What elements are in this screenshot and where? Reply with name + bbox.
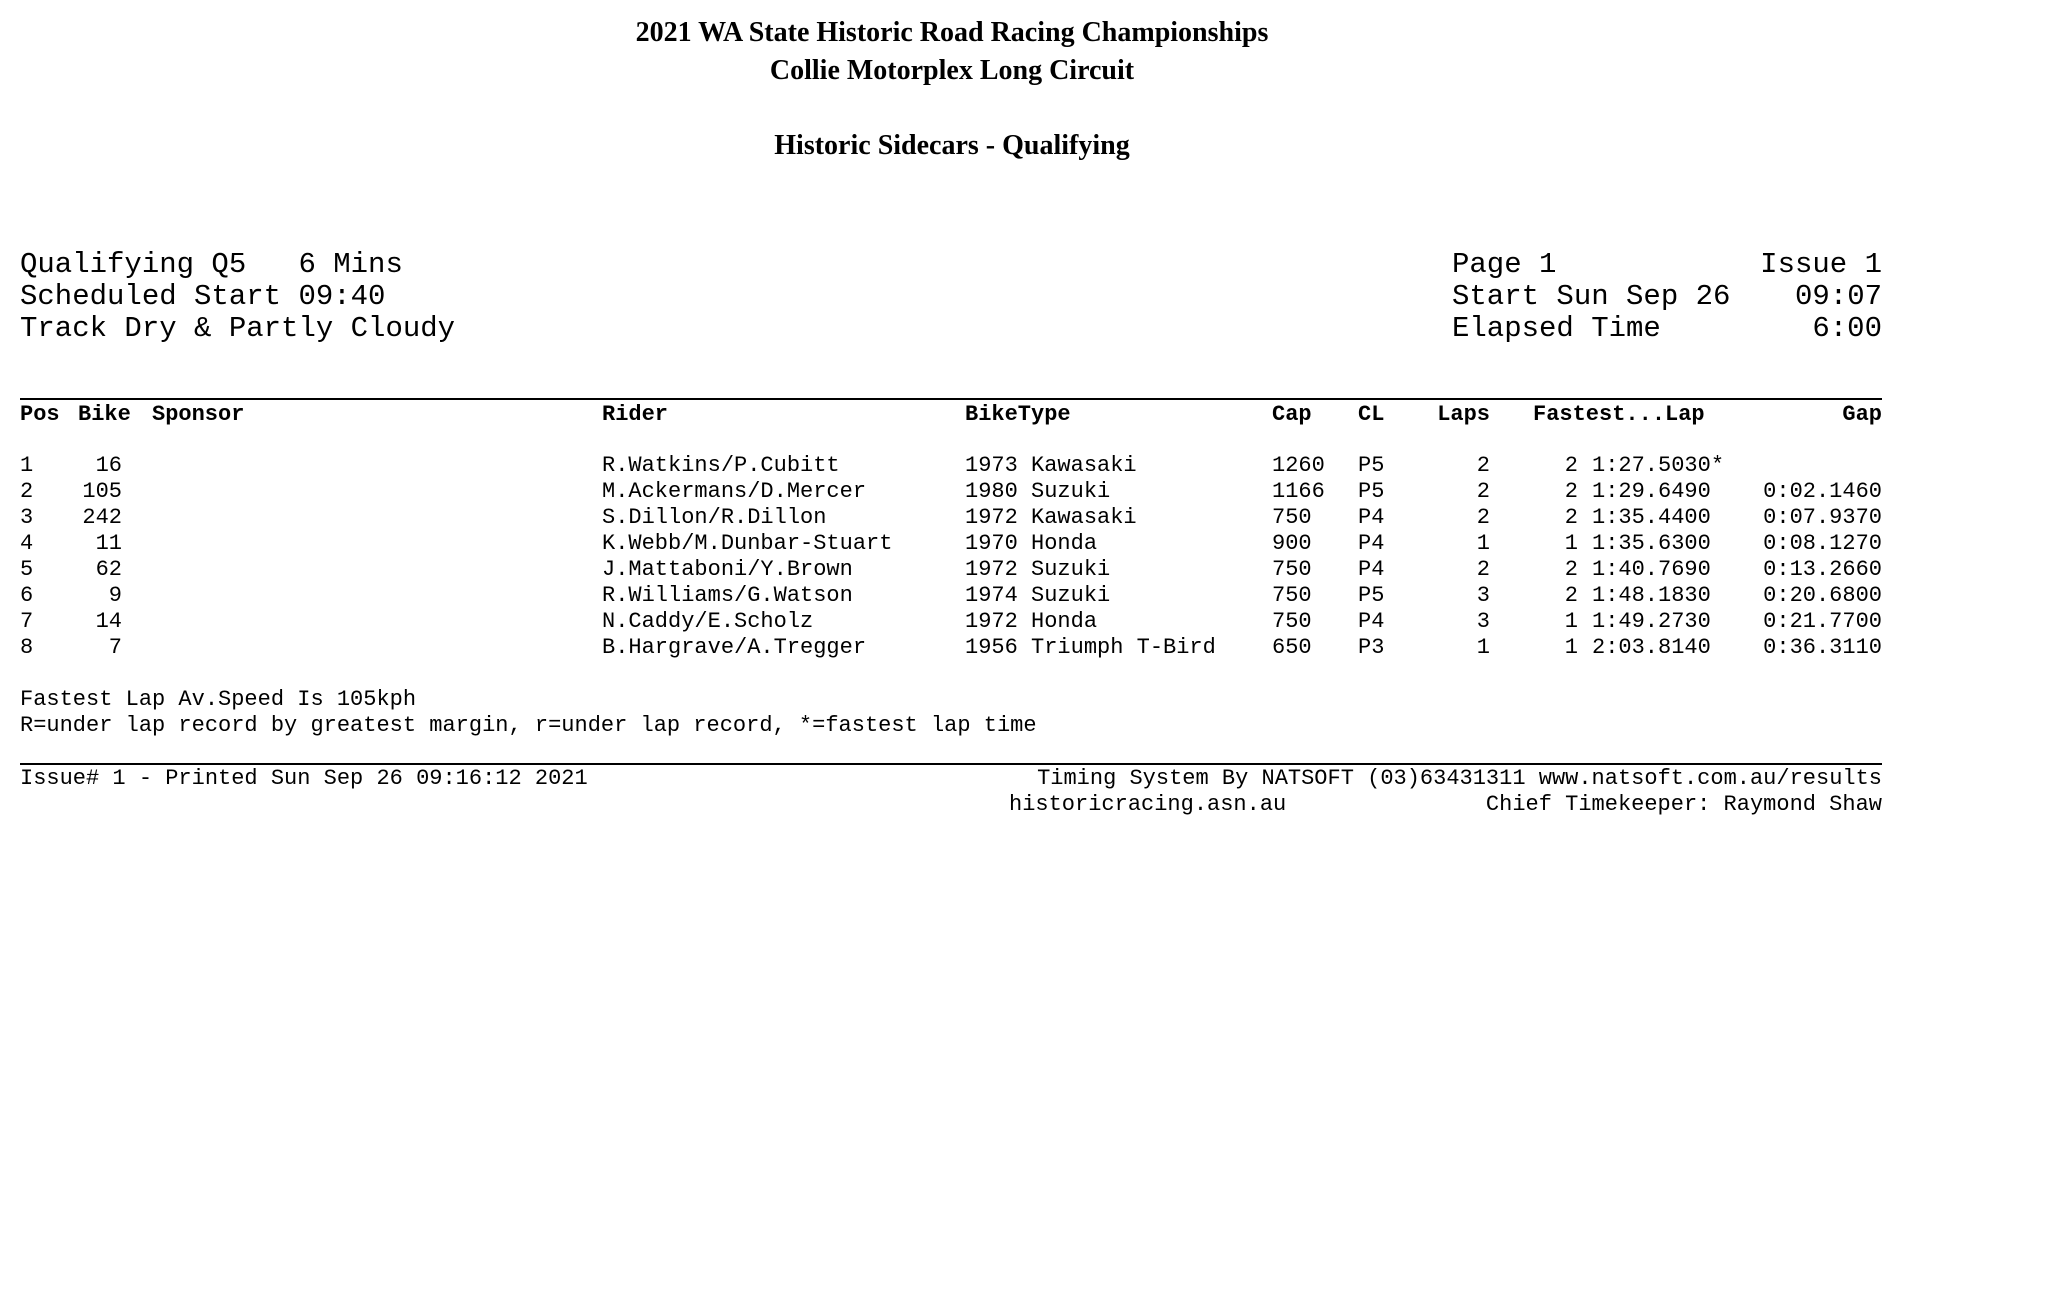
row-cl: P5	[1358, 583, 1385, 608]
row-cl: P4	[1358, 531, 1385, 556]
row-gap: 0:02.1460	[1763, 479, 1882, 504]
row-bike: 7	[108, 635, 122, 660]
row-pos: 4	[20, 531, 34, 556]
fastest-speed-note: Fastest Lap Av.Speed Is 105kph	[20, 687, 417, 712]
row-cap: 1166	[1272, 479, 1325, 504]
row-laps: 2	[1476, 505, 1490, 530]
issue-printed: Issue# 1 - Printed Sun Sep 26 09:16:12 2021	[20, 766, 588, 791]
row-rider: J.Mattaboni/Y.Brown	[602, 557, 853, 582]
row-cl: P5	[1358, 453, 1385, 478]
row-pos: 2	[20, 479, 34, 504]
row-pos: 3	[20, 505, 34, 530]
row-gap: 0:21.7700	[1763, 609, 1882, 634]
start-time: 09:07	[1794, 280, 1882, 313]
row-laps: 2	[1476, 557, 1490, 582]
row-cap: 750	[1272, 505, 1312, 530]
row-biketype: 1980 Suzuki	[965, 479, 1111, 504]
col-laps: Laps	[1437, 402, 1490, 427]
circuit-title: Collie Motorplex Long Circuit	[769, 55, 1135, 86]
row-bike: 9	[108, 583, 122, 608]
row-cap: 650	[1272, 635, 1312, 660]
row-cl: P4	[1358, 557, 1385, 582]
row-rider: S.Dillon/R.Dillon	[602, 505, 827, 530]
col-sponsor: Sponsor	[152, 402, 245, 427]
session-name: Qualifying Q5 6 Mins	[20, 248, 403, 281]
row-biketype: 1956 Triumph T-Bird	[965, 635, 1216, 660]
row-fastest-lap-no: 2	[1564, 583, 1578, 608]
row-cl: P4	[1358, 505, 1385, 530]
chief-timekeeper: Chief Timekeeper: Raymond Shaw	[1485, 792, 1882, 817]
row-bike: 16	[95, 453, 122, 478]
row-bike: 14	[95, 609, 122, 634]
issue-label: Issue 1	[1760, 248, 1882, 281]
row-bike: 105	[82, 479, 122, 504]
row-gap: 0:07.9370	[1763, 505, 1882, 530]
col-cl: CL	[1358, 402, 1385, 427]
row-gap: 0:13.2660	[1763, 557, 1882, 582]
footer-rule	[20, 763, 1882, 765]
legend-note: R=under lap record by greatest margin, r=under lap record, *=fastest lap time	[20, 713, 1037, 738]
row-pos: 7	[20, 609, 34, 634]
elapsed-label: Elapsed Time	[1452, 312, 1661, 345]
row-cl: P3	[1358, 635, 1385, 660]
row-bike: 242	[82, 505, 122, 530]
row-gap: 0:36.3110	[1763, 635, 1882, 660]
row-pos: 6	[20, 583, 34, 608]
row-gap: 0:08.1270	[1763, 531, 1882, 556]
row-rider: R.Watkins/P.Cubitt	[602, 453, 840, 478]
row-laps: 3	[1476, 583, 1490, 608]
row-fastest-lap-no: 1	[1564, 609, 1578, 634]
col-gap: Gap	[1842, 402, 1882, 427]
row-cap: 1260	[1272, 453, 1325, 478]
row-pos: 1	[20, 453, 34, 478]
row-laps: 1	[1476, 635, 1490, 660]
scheduled-start: Scheduled Start 09:40	[20, 280, 386, 313]
row-bike: 11	[95, 531, 122, 556]
start-label: Start Sun Sep 26	[1452, 280, 1731, 313]
row-biketype: 1972 Kawasaki	[965, 505, 1137, 530]
header-rule	[20, 398, 1882, 400]
row-cap: 900	[1272, 531, 1312, 556]
row-fastest-time: 1:29.6490	[1592, 479, 1711, 504]
col-bike: Bike	[78, 402, 131, 427]
row-fastest-lap-no: 2	[1564, 479, 1578, 504]
website: historicracing.asn.au	[1009, 792, 1287, 817]
col-rider: Rider	[602, 402, 669, 427]
row-biketype: 1974 Suzuki	[965, 583, 1111, 608]
row-laps: 3	[1476, 609, 1490, 634]
timing-system: Timing System By NATSOFT (03)63431311 www.natsoft.com.au/results	[1037, 766, 1882, 791]
row-fastest-lap-no: 2	[1564, 453, 1578, 478]
row-fastest-time: 1:35.6300	[1592, 531, 1711, 556]
col-pos: Pos	[20, 402, 60, 427]
row-rider: M.Ackermans/D.Mercer	[602, 479, 867, 504]
row-fastest-time: 1:49.2730	[1592, 609, 1711, 634]
row-laps: 2	[1476, 453, 1490, 478]
row-cap: 750	[1272, 557, 1312, 582]
row-fastest-time: 1:35.4400	[1592, 505, 1711, 530]
row-laps: 1	[1476, 531, 1490, 556]
row-cap: 750	[1272, 609, 1312, 634]
track-condition: Track Dry & Partly Cloudy	[20, 312, 456, 345]
row-cl: P5	[1358, 479, 1385, 504]
row-biketype: 1972 Honda	[965, 609, 1098, 634]
row-fastest-time: 2:03.8140	[1592, 635, 1711, 660]
event-title: Historic Sidecars - Qualifying	[774, 130, 1130, 161]
row-gap: 0:20.6800	[1763, 583, 1882, 608]
row-biketype: 1973 Kawasaki	[965, 453, 1137, 478]
col-cap: Cap	[1272, 402, 1312, 427]
row-bike: 62	[95, 557, 122, 582]
row-fastest-time: 1:48.1830	[1592, 583, 1711, 608]
row-biketype: 1972 Suzuki	[965, 557, 1111, 582]
page-label: Page 1	[1452, 248, 1557, 281]
row-fastest-time: 1:27.5030*	[1592, 453, 1725, 478]
row-fastest-lap-no: 1	[1564, 635, 1578, 660]
row-biketype: 1970 Honda	[965, 531, 1098, 556]
col-biketype: BikeType	[965, 402, 1071, 427]
row-laps: 2	[1476, 479, 1490, 504]
row-pos: 8	[20, 635, 34, 660]
championship-title: 2021 WA State Historic Road Racing Championships	[635, 17, 1269, 48]
row-fastest-lap-no: 2	[1564, 505, 1578, 530]
row-fastest-lap-no: 2	[1564, 557, 1578, 582]
row-rider: R.Williams/G.Watson	[602, 583, 853, 608]
row-pos: 5	[20, 557, 34, 582]
row-fastest-lap-no: 1	[1564, 531, 1578, 556]
row-fastest-time: 1:40.7690	[1592, 557, 1711, 582]
row-cap: 750	[1272, 583, 1312, 608]
col-fastest-lap: Fastest...Lap	[1533, 402, 1705, 427]
elapsed-time: 6:00	[1812, 312, 1882, 345]
row-cl: P4	[1358, 609, 1385, 634]
row-rider: B.Hargrave/A.Tregger	[602, 635, 867, 660]
row-rider: K.Webb/M.Dunbar-Stuart	[602, 531, 893, 556]
row-rider: N.Caddy/E.Scholz	[602, 609, 814, 634]
